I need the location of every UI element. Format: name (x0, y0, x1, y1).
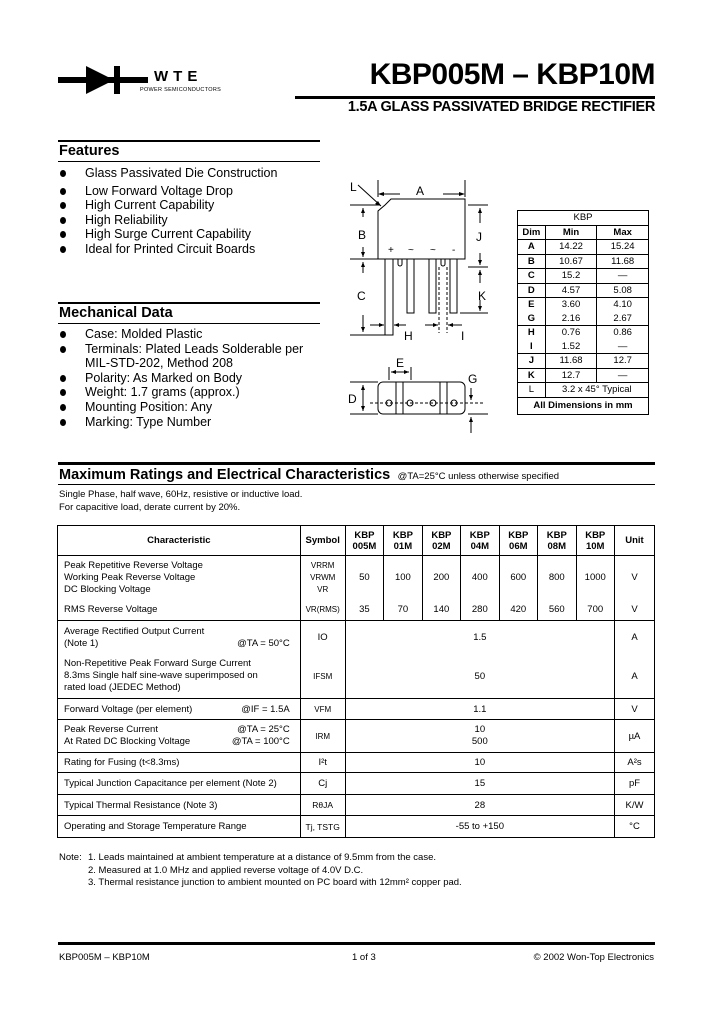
value-cell: 1.5 (345, 621, 614, 655)
package-outline-diagram (340, 175, 510, 437)
value-cell: 50 (345, 655, 614, 699)
symbol-cell: RθJA (300, 795, 345, 816)
col-part: KBP 04M (461, 526, 499, 556)
unit-cell: K/W (614, 795, 654, 816)
features-heading: Features (59, 143, 120, 159)
dim-label-H: H (404, 329, 413, 343)
list-item: Polarity: As Marked on Body (58, 371, 303, 386)
characteristic-cell: Non-Repetitive Peak Forward Surge Current 8.3ms Single half sine-wave superimposed on rated load (JEDEC Method) (58, 655, 301, 699)
notes (59, 852, 462, 890)
dim-cell: 4.10 (597, 298, 649, 312)
table-row (58, 773, 655, 795)
value-cell: 700 (576, 600, 614, 621)
ratings-header (59, 466, 559, 484)
dim-cell: 11.68 (545, 354, 597, 369)
divider (58, 161, 320, 162)
dim-cell: 12.7 (597, 354, 649, 369)
col-unit: Unit (614, 526, 654, 556)
table-row (518, 269, 649, 284)
characteristic-cell: Average Rectified Output Current (Note 1) @TA = 50°C (58, 621, 301, 655)
col-characteristic: Characteristic (58, 526, 301, 556)
table-row (518, 340, 649, 354)
symbol-cell: IFSM (300, 655, 345, 699)
value-cell: 400 (461, 556, 499, 600)
list-item: High Surge Current Capability (58, 227, 277, 242)
dim-cell: G (518, 312, 546, 326)
ratings-heading: Maximum Ratings and Electrical Characteristics (59, 467, 391, 483)
dim-cell: J (518, 354, 546, 369)
value-cell: 50 (345, 556, 383, 600)
symbol-cell: IO (300, 621, 345, 655)
dim-cell: B (518, 254, 546, 269)
dim-cell: 15.2 (545, 269, 597, 284)
dim-cell: K (518, 368, 546, 383)
dim-label-B: B (358, 228, 367, 242)
divider (58, 462, 655, 465)
unit-cell: V (614, 600, 654, 621)
footer-copyright: © 2002 Won-Top Electronics (533, 952, 654, 963)
symbol-cell: Cj (300, 773, 345, 795)
list-item-continuation-text: MIL-STD-202, Method 208 (85, 356, 233, 371)
list-item: High Reliability (58, 213, 277, 228)
value-cell: 100 (384, 556, 422, 600)
table-row (58, 753, 655, 773)
value-cell: 200 (422, 556, 460, 600)
footer-part-range: KBP005M – KBP10M (59, 952, 150, 963)
characteristic-cell: Peak Repetitive Reverse Voltage Working Peak Reverse Voltage DC Blocking Voltage (58, 556, 301, 600)
dim-col-header: Min (545, 225, 597, 240)
dim-label-C: C (357, 289, 366, 303)
characteristic-cell: Typical Junction Capacitance per element (Note 2) (58, 773, 301, 795)
list-item: Case: Molded Plastic (58, 327, 303, 342)
dim-label-G: G (468, 372, 478, 386)
value-cell: 10 500 (345, 720, 614, 753)
ratings-table (57, 525, 655, 838)
dim-label-E: E (396, 356, 405, 370)
table-row (518, 326, 649, 340)
divider (58, 140, 320, 142)
dim-cell: 0.76 (545, 326, 597, 340)
dim-col-header: Dim (518, 225, 546, 240)
table-row (58, 816, 655, 838)
symbol-cell: Tj, TSTG (300, 816, 345, 838)
list-item-continuation (58, 356, 303, 371)
dim-cell: 15.24 (597, 240, 649, 255)
characteristic-cell: Operating and Storage Temperature Range (58, 816, 301, 838)
logo-brand: WTE (154, 68, 203, 85)
list-item: Terminals: Plated Leads Solderable per (58, 342, 303, 357)
table-header-row (58, 526, 655, 556)
table-row (518, 240, 649, 255)
table-row (518, 298, 649, 312)
unit-cell: A (614, 655, 654, 699)
unit-cell: A (614, 621, 654, 655)
unit-cell: µA (614, 720, 654, 753)
divider (58, 484, 655, 485)
characteristic-cell: Rating for Fusing (t<8.3ms) (58, 753, 301, 773)
dim-cell: 10.67 (545, 254, 597, 269)
dim-cell: E (518, 298, 546, 312)
dim-label-K: K (478, 289, 487, 303)
value-cell: 15 (345, 773, 614, 795)
table-row (58, 720, 655, 753)
mechanical-heading: Mechanical Data (59, 305, 173, 321)
symbol-cell: VRRM VRWM VR (300, 556, 345, 600)
symbol-cell: VFM (300, 699, 345, 720)
note-item: 1. Leads maintained at ambient temperature at a distance of 9.5mm from the case. (88, 852, 436, 863)
intro-line: For capacitive load, derate current by 20%. (59, 502, 241, 513)
value-cell: 70 (384, 600, 422, 621)
table-row (518, 312, 649, 326)
note-item: 2. Measured at 1.0 MHz and applied reverse voltage of 4.0V D.C. (88, 864, 364, 876)
list-item: Weight: 1.7 grams (approx.) (58, 385, 303, 400)
list-item: Marking: Type Number (58, 415, 303, 430)
dim-label-L: L (350, 180, 357, 194)
table-row (518, 254, 649, 269)
value-cell: 140 (422, 600, 460, 621)
dim-cell: — (597, 340, 649, 354)
dim-cell: — (597, 368, 649, 383)
dim-label-A: A (416, 184, 425, 198)
col-part: KBP 005M (345, 526, 383, 556)
dim-label-D: D (348, 392, 357, 406)
value-cell: 280 (461, 600, 499, 621)
characteristic-cell: Typical Thermal Resistance (Note 3) (58, 795, 301, 816)
list-item: Ideal for Printed Circuit Boards (58, 242, 277, 257)
table-row (58, 621, 655, 655)
dim-cell: 11.68 (597, 254, 649, 269)
page-subtitle: 1.5A GLASS PASSIVATED BRIDGE RECTIFIER (347, 99, 655, 115)
table-row (58, 556, 655, 600)
list-item: Glass Passivated Die Construction (58, 166, 277, 181)
dimensions-table (517, 210, 649, 415)
col-part: KBP 01M (384, 526, 422, 556)
dim-cell: D (518, 283, 546, 298)
col-part: KBP 06M (499, 526, 537, 556)
unit-cell: V (614, 556, 654, 600)
intro-line: Single Phase, half wave, 60Hz, resistive or inductive load. (59, 489, 303, 500)
dim-cell: A (518, 240, 546, 255)
dim-cell: 12.7 (545, 368, 597, 383)
characteristic-cell: Peak Reverse Current @TA = 25°C At Rated DC Blocking Voltage @TA = 100°C (58, 720, 301, 753)
dim-cell: I (518, 340, 546, 354)
dim-cell: 4.57 (545, 283, 597, 298)
dim-col-header: Max (597, 225, 649, 240)
unit-cell: pF (614, 773, 654, 795)
table-row (518, 368, 649, 383)
value-cell: 10 (345, 753, 614, 773)
dim-cell: 0.86 (597, 326, 649, 340)
characteristic-cell: Forward Voltage (per element) @IF = 1.5A (58, 699, 301, 720)
polarity-plus: + (388, 245, 394, 256)
symbol-cell: VR(RMS) (300, 600, 345, 621)
diode-logo-icon (58, 66, 148, 94)
divider (58, 302, 320, 304)
list-item: Low Forward Voltage Drop (58, 184, 277, 199)
col-symbol: Symbol (300, 526, 345, 556)
notes-label: Note: (59, 852, 82, 863)
dim-package: KBP (518, 211, 649, 226)
unit-cell: A²s (614, 753, 654, 773)
value-cell: 560 (538, 600, 576, 621)
dim-cell: L (518, 383, 546, 398)
col-part: KBP 08M (538, 526, 576, 556)
col-part: KBP 02M (422, 526, 460, 556)
list-item: High Current Capability (58, 198, 277, 213)
dim-cell: H (518, 326, 546, 340)
dim-label-I: I (461, 329, 465, 343)
dim-cell: 5.08 (597, 283, 649, 298)
characteristic-cell: RMS Reverse Voltage (58, 600, 301, 621)
divider (58, 323, 320, 324)
dim-cell: 14.22 (545, 240, 597, 255)
table-row (58, 795, 655, 816)
dim-cell: 2.67 (597, 312, 649, 326)
value-cell: 800 (538, 556, 576, 600)
value-cell: 1000 (576, 556, 614, 600)
value-cell: -55 to +150 (345, 816, 614, 838)
polarity-ac: ~ (408, 245, 414, 256)
dim-cell: C (518, 269, 546, 284)
dim-footer: All Dimensions in mm (518, 397, 649, 414)
logo-tagline: POWER SEMICONDUCTORS (140, 87, 222, 93)
footer-page-number: 1 of 3 (352, 952, 376, 963)
features-list (58, 166, 277, 257)
dim-cell: 3.60 (545, 298, 597, 312)
ratings-condition: @TA=25°C unless otherwise specified (397, 471, 560, 482)
dim-cell: 3.2 x 45° Typical (545, 383, 648, 398)
table-row (58, 655, 655, 699)
unit-cell: °C (614, 816, 654, 838)
table-row (58, 600, 655, 621)
dim-cell: 1.52 (545, 340, 597, 354)
value-cell: 420 (499, 600, 537, 621)
symbol-cell: IRM (300, 720, 345, 753)
dim-cell: — (597, 269, 649, 284)
value-cell: 1.1 (345, 699, 614, 720)
table-row (518, 383, 649, 398)
list-item: Mounting Position: Any (58, 400, 303, 415)
value-cell: 28 (345, 795, 614, 816)
col-part: KBP 10M (576, 526, 614, 556)
dim-label-J: J (476, 230, 482, 244)
table-row (518, 354, 649, 369)
unit-cell: V (614, 699, 654, 720)
ratings-intro (59, 488, 302, 514)
polarity-ac: ~ (430, 245, 436, 256)
footer-divider (58, 942, 655, 945)
value-cell: 600 (499, 556, 537, 600)
page-title: KBP005M – KBP10M (369, 58, 655, 91)
mechanical-list (58, 327, 303, 429)
polarity-minus: - (452, 245, 456, 256)
table-row (518, 283, 649, 298)
dim-cell: 2.16 (545, 312, 597, 326)
table-row (58, 699, 655, 720)
value-cell: 35 (345, 600, 383, 621)
symbol-cell: I²t (300, 753, 345, 773)
wte-logo (58, 66, 222, 99)
note-item: 3. Thermal resistance junction to ambient mounted on PC board with 12mm² copper pad. (88, 877, 462, 888)
